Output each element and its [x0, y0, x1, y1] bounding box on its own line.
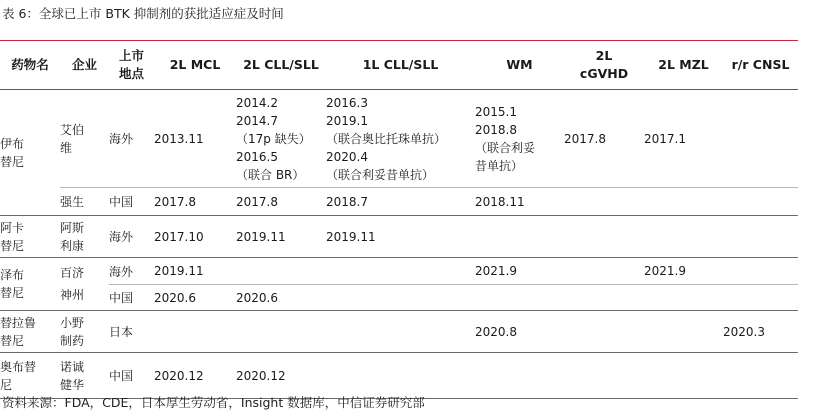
drug-label: 奥布替尼	[0, 359, 37, 392]
cgvhd-cell	[564, 258, 644, 285]
wm-cell	[475, 216, 564, 258]
header-drug: 药物名	[11, 57, 49, 72]
mcl-cell: 2013.11	[154, 131, 204, 146]
market-cell: 中国	[109, 188, 154, 216]
company-label: 艾伯维	[60, 122, 85, 155]
company-label: 小野制药	[60, 315, 85, 348]
table-caption: 表 6：全球已上市 BTK 抑制剂的获批适应症及时间	[2, 6, 284, 21]
cll2l-line: （联合 BR）	[236, 167, 305, 182]
cnsl-cell	[723, 216, 798, 258]
header-2l-cll: 2L CLL/SLL	[243, 57, 319, 72]
market-cell: 海外	[109, 132, 134, 146]
market-cell: 日本	[109, 311, 154, 353]
cll2l-cell: 2017.8	[236, 188, 326, 216]
cll1l-cell	[326, 353, 475, 399]
wm-line: （联合利妥	[475, 140, 536, 155]
mcl-cell: 2020.6	[154, 285, 236, 311]
market-cell: 海外	[109, 258, 154, 285]
market-cell: 中国	[109, 285, 154, 311]
cll1l-line: 2016.3	[326, 95, 368, 110]
drug-label: 阿卡替尼	[0, 220, 25, 253]
cgvhd-cell	[564, 353, 644, 399]
mzl-cell	[644, 353, 723, 399]
cll1l-cell: 2019.11	[326, 216, 475, 258]
mcl-cell: 2020.12	[154, 353, 236, 399]
drug-name-tirabrutinib	[0, 311, 60, 353]
cgvhd-cell: 2017.8	[564, 131, 606, 146]
cll1l-cell	[326, 258, 475, 285]
market-cell: 中国	[109, 353, 154, 399]
mzl-cell: 2021.9	[644, 258, 723, 285]
cnsl-cell	[723, 258, 798, 285]
cll2l-cell: 2019.11	[236, 216, 326, 258]
cll1l-line: 2019.1	[326, 113, 368, 128]
header-market	[109, 41, 154, 90]
source-note: 资料来源：FDA，CDE，日本厚生劳动省，Insight 数据库，中信证券研究部	[2, 395, 425, 410]
header-company: 企业	[71, 57, 97, 72]
company-label: 诺诚健华	[60, 359, 85, 392]
mzl-cell	[644, 311, 723, 353]
cll1l-line: （联合奥比托珠单抗）	[326, 131, 447, 146]
table-row	[0, 353, 798, 399]
cgvhd-cell	[564, 216, 644, 258]
drug-name-orelabrutinib	[0, 353, 60, 399]
cll1l-line: （联合利妥昔单抗）	[326, 167, 435, 182]
company-cell	[60, 90, 109, 188]
header-row	[0, 41, 798, 90]
cll2l-cell: 2020.6	[236, 285, 326, 311]
cll1l-cell	[326, 285, 475, 311]
mcl-cell	[154, 311, 236, 353]
cgvhd-cell	[564, 285, 644, 311]
header-2l-mzl: 2L MZL	[658, 57, 709, 72]
company-cell	[60, 311, 109, 353]
header-cgvhd	[564, 41, 644, 90]
header-1l-cll: 1L CLL/SLL	[362, 57, 439, 72]
wm-cell: 2018.11	[475, 188, 564, 216]
table-row	[0, 311, 798, 353]
cll1l-cell: 2018.7	[326, 188, 475, 216]
mcl-cell: 2019.11	[154, 258, 236, 285]
header-market-label: 上市地点	[118, 48, 144, 81]
wm-cell: 2020.8	[475, 311, 564, 353]
wm-cell	[475, 353, 564, 399]
mcl-cell: 2017.8	[154, 188, 236, 216]
mzl-cell	[644, 216, 723, 258]
mzl-cell	[644, 188, 723, 216]
cnsl-cell	[723, 353, 798, 399]
table-row	[0, 90, 798, 188]
cll2l-cell	[236, 311, 326, 353]
cll2l-line: 2016.5	[236, 149, 278, 164]
header-cgvhd-label: 2L cGVHD	[579, 48, 629, 81]
drug-label: 泽布替尼	[0, 268, 25, 300]
btk-approval-table	[0, 40, 798, 399]
wm-line: 2018.8	[475, 122, 517, 137]
company-cell	[60, 353, 109, 399]
cnsl-cell	[723, 188, 798, 216]
drug-label: 伊布替尼	[0, 136, 25, 169]
cll1l-cell	[326, 90, 475, 188]
cll2l-cell	[236, 258, 326, 285]
header-wm: WM	[506, 57, 533, 72]
cnsl-cell	[723, 90, 798, 188]
wm-cell: 2021.9	[475, 258, 564, 285]
drug-name-zanubrutinib	[0, 258, 60, 311]
table-row	[0, 216, 798, 258]
drug-name-acalabrutinib	[0, 216, 60, 258]
cnsl-cell	[723, 285, 798, 311]
drug-label: 替拉鲁替尼	[0, 315, 37, 348]
company-cell: 强生	[60, 188, 109, 216]
cll2l-cell	[236, 90, 326, 188]
mzl-cell: 2017.1	[644, 131, 686, 146]
cgvhd-cell	[564, 311, 644, 353]
wm-cell	[475, 90, 564, 188]
company-label: 阿斯利康	[60, 220, 85, 253]
cgvhd-cell	[564, 188, 644, 216]
cll1l-line: 2020.4	[326, 149, 368, 164]
header-rr-cnsl: r/r CNSL	[731, 57, 790, 72]
header-2l-mcl: 2L MCL	[169, 57, 221, 72]
cll2l-line: （17p 缺失）	[236, 131, 311, 146]
mzl-cell	[644, 285, 723, 311]
wm-line: 2015.1	[475, 104, 517, 119]
table-row	[0, 188, 798, 216]
cll2l-line: 2014.7	[236, 113, 278, 128]
company-cell	[60, 216, 109, 258]
table-row	[0, 285, 798, 311]
mcl-cell: 2017.10	[154, 216, 236, 258]
drug-name-ibrutinib	[0, 90, 60, 216]
wm-line: 昔单抗）	[475, 158, 524, 173]
market-cell: 海外	[109, 216, 154, 258]
company-cell	[60, 258, 109, 311]
table-row	[0, 258, 798, 285]
cll2l-cell: 2020.12	[236, 353, 326, 399]
company-label: 百济神州	[60, 266, 85, 302]
cll1l-cell	[326, 311, 475, 353]
cll2l-line: 2014.2	[236, 95, 278, 110]
cnsl-cell: 2020.3	[723, 311, 798, 353]
wm-cell	[475, 285, 564, 311]
